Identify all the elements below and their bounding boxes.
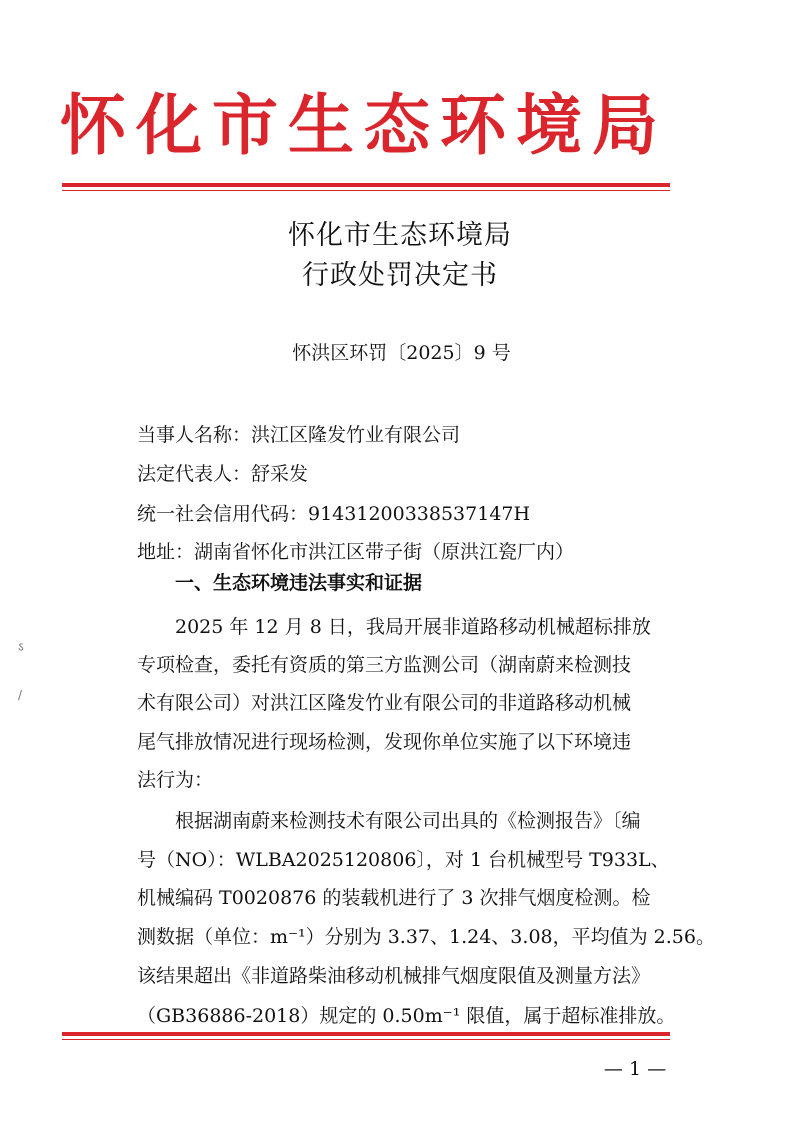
paragraph-line: 根据湖南蔚来检测技术有限公司出具的《检测报告》〔编 — [175, 810, 641, 832]
document-title-type: 行政处罚决定书 — [302, 260, 498, 291]
agency-red-header: 怀化市生态环境局 — [60, 86, 668, 164]
party-name: 当事人名称：洪江区隆发竹业有限公司 — [137, 424, 461, 446]
paragraph-line: 号（NO）：WLBA2025120806〕，对 1 台机械型号 T933L、 — [137, 849, 670, 871]
red-divider-bottom — [62, 1032, 670, 1036]
legal-representative: 法定代表人：舒采发 — [137, 463, 309, 485]
document-title-agency: 怀化市生态环境局 — [288, 220, 512, 251]
paragraph-line: 2025 年 12 月 8 日，我局开展非道路移动机械超标排放 — [175, 616, 651, 638]
document-number: 怀洪区环罚〔2025〕9 号 — [292, 342, 511, 364]
red-divider-bottom-thin — [62, 1039, 670, 1040]
paragraph-line: 测数据（单位：m⁻¹）分别为 3.37、1.24、3.08，平均值为 2.56。 — [137, 926, 715, 948]
page-number: — 1 — — [603, 1058, 667, 1080]
paragraph-line: 法行为： — [137, 769, 214, 791]
paragraph-line: （GB36886-2018）规定的 0.50m⁻¹ 限值，属于超标准排放。 — [137, 1005, 676, 1027]
red-divider-top-thin — [62, 190, 670, 191]
paragraph-line: 专项检查，委托有资质的第三方监测公司（湖南蔚来检测技 — [137, 654, 632, 676]
margin-mark: / — [18, 688, 23, 702]
credit-code: 统一社会信用代码：91431200338537147H — [137, 503, 531, 525]
paragraph-line: 尾气排放情况进行现场检测，发现你单位实施了以下环境违 — [137, 731, 632, 753]
margin-mark: ऽ — [18, 640, 24, 654]
section-heading-violation-facts: 一、生态环境违法事实和证据 — [175, 572, 423, 594]
paragraph-line: 机械编码 T0020876 的装载机进行了 3 次排气烟度检测。检 — [137, 887, 651, 909]
paragraph-line: 该结果超出《非道路柴油移动机械排气烟度限值及测量方法》 — [137, 965, 651, 987]
address: 地址：湖南省怀化市洪江区带子街（原洪江瓷厂内） — [137, 541, 575, 563]
paragraph-line: 术有限公司）对洪江区隆发竹业有限公司的非道路移动机械 — [137, 692, 632, 714]
red-divider-top — [62, 183, 670, 187]
